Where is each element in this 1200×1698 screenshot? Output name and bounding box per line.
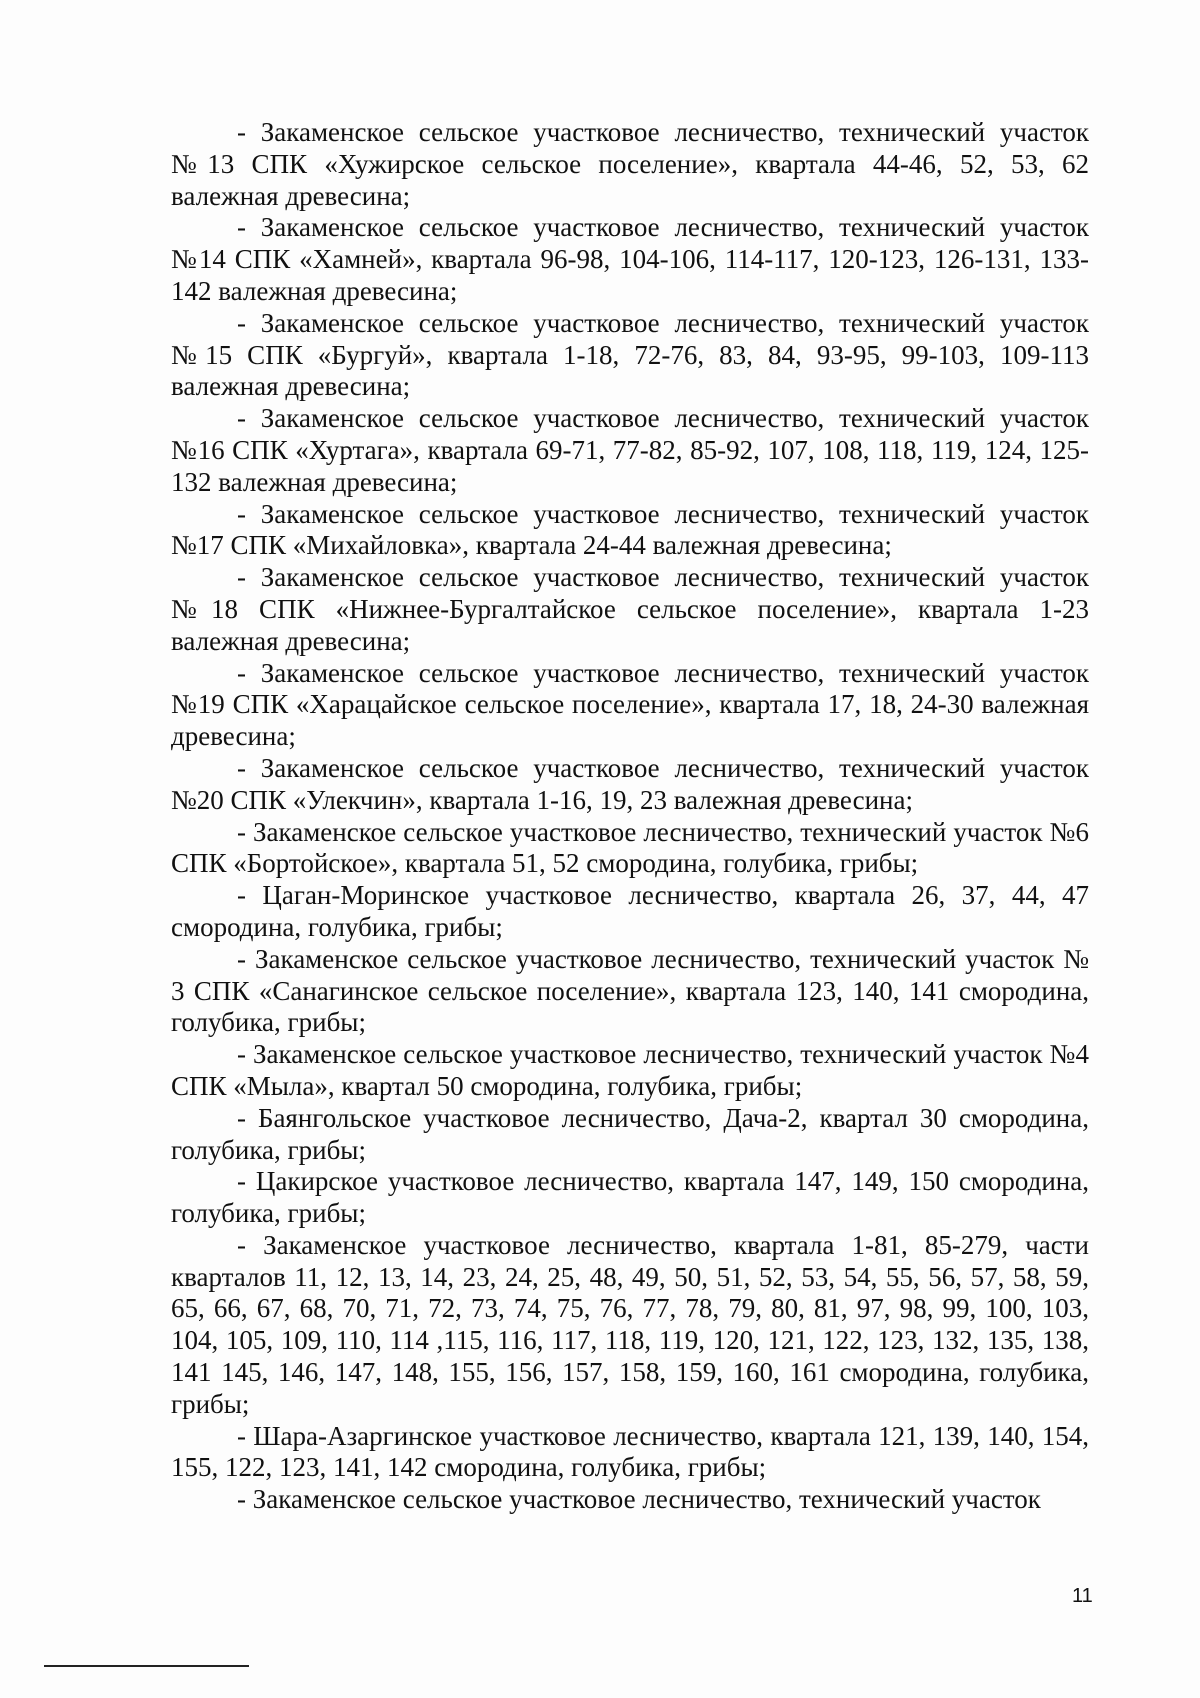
paragraph-17: - Закаменское сельское участковое лесничество, технический участок bbox=[237, 1484, 1041, 1515]
paragraph-2: - Закаменское сельское участковое лесничество, технический участок №14 СПК «Хамней», квартала 96-98, 104-106, 114-117, 120-123, 126-131, 133-142 валежная древесина; bbox=[171, 212, 1089, 306]
document-body bbox=[171, 117, 1089, 1516]
paragraph-1: - Закаменское сельское участковое лесничество, технический участок №13 СПК «Хужирское сельское поселение», квартала 44-46, 52, 53, 62 валежная древесина; bbox=[171, 117, 1089, 211]
paragraph-15: - Закаменское участковое лесничество, квартала 1-81, 85-279, части кварталов 11, 12, 13, 14, 23, 24, 25, 48, 49, 50, 51, 52, 53, 54, 55, 56, 57, 58, 59, 65, 66, 67, 68, 70, 71, 72, 73, 74, 75, 76, 77, 78, 79, 80, 81, 97, 98, 99, 100, 103, 104, 105, 109, 110, 114 ,115, 116, 117, 118, 119, 120, 121, 122, 123, 132, 135, 138, 141 145, 146, 147, 148, 155, 156, 157, 158, 159, 160, 161 смородина, голубика, грибы; bbox=[171, 1229, 1089, 1419]
paragraph-9: - Закаменское сельское участковое лесничество, технический участок №6 СПК «Бортойское», квартала 51, 52 смородина, голубика, грибы; bbox=[171, 816, 1089, 879]
paragraph-14: - Цакирское участковое лесничество, квартала 147, 149, 150 смородина, голубика, грибы; bbox=[171, 1166, 1089, 1229]
page-number: 11 bbox=[1072, 1585, 1093, 1607]
paragraph-3: - Закаменское сельское участковое лесничество, технический участок №15 СПК «Бургуй», квартала 1-18, 72-76, 83, 84, 93-95, 99-103, 109-113 валежная древесина; bbox=[171, 307, 1089, 402]
paragraph-10: - Цаган-Моринское участковое лесничество, квартала 26, 37, 44, 47 смородина, голубика, грибы; bbox=[171, 880, 1089, 942]
paragraph-6: - Закаменское сельское участковое лесничество, технический участок №18 СПК «Нижнее-Бургалтайское сельское поселение», квартала 1-23 валежная древесина; bbox=[171, 562, 1089, 656]
paragraph-12: - Закаменское сельское участковое лесничество, технический участок №4 СПК «Мыла», квартал 50 смородина, голубика, грибы; bbox=[171, 1039, 1089, 1101]
footnote-separator-line bbox=[44, 1665, 249, 1667]
paragraph-16: - Шара-Азаргинское участковое лесничество, квартала 121, 139, 140, 154, 155, 122, 123, 141, 142 смородина, голубика, грибы; bbox=[171, 1420, 1089, 1483]
paragraph-8: - Закаменское сельское участковое лесничество, технический участок №20 СПК «Улекчин», квартала 1-16, 19, 23 валежная древесина; bbox=[171, 752, 1089, 815]
paragraph-11: - Закаменское сельское участковое лесничество, технический участок № 3 СПК «Санагинское сельское поселение», квартала 123, 140, 141 смородина, голубика, грибы; bbox=[171, 943, 1089, 1038]
paragraph-5: - Закаменское сельское участковое лесничество, технический участок №17 СПК «Михайловка», квартала 24-44 валежная древесина; bbox=[171, 498, 1089, 561]
paragraph-13: - Баянгольское участковое лесничество, Дача-2, квартал 30 смородина, голубика, грибы; bbox=[171, 1102, 1089, 1165]
paragraph-4: - Закаменское сельское участковое лесничество, технический участок №16 СПК «Хуртага», квартала 69-71, 77-82, 85-92, 107, 108, 118, 119, 124, 125-132 валежная древесина; bbox=[171, 403, 1089, 497]
paragraph-7: - Закаменское сельское участковое лесничество, технический участок №19 СПК «Харацайское сельское поселение», квартала 17, 18, 24-30 валежная древесина; bbox=[171, 657, 1089, 752]
